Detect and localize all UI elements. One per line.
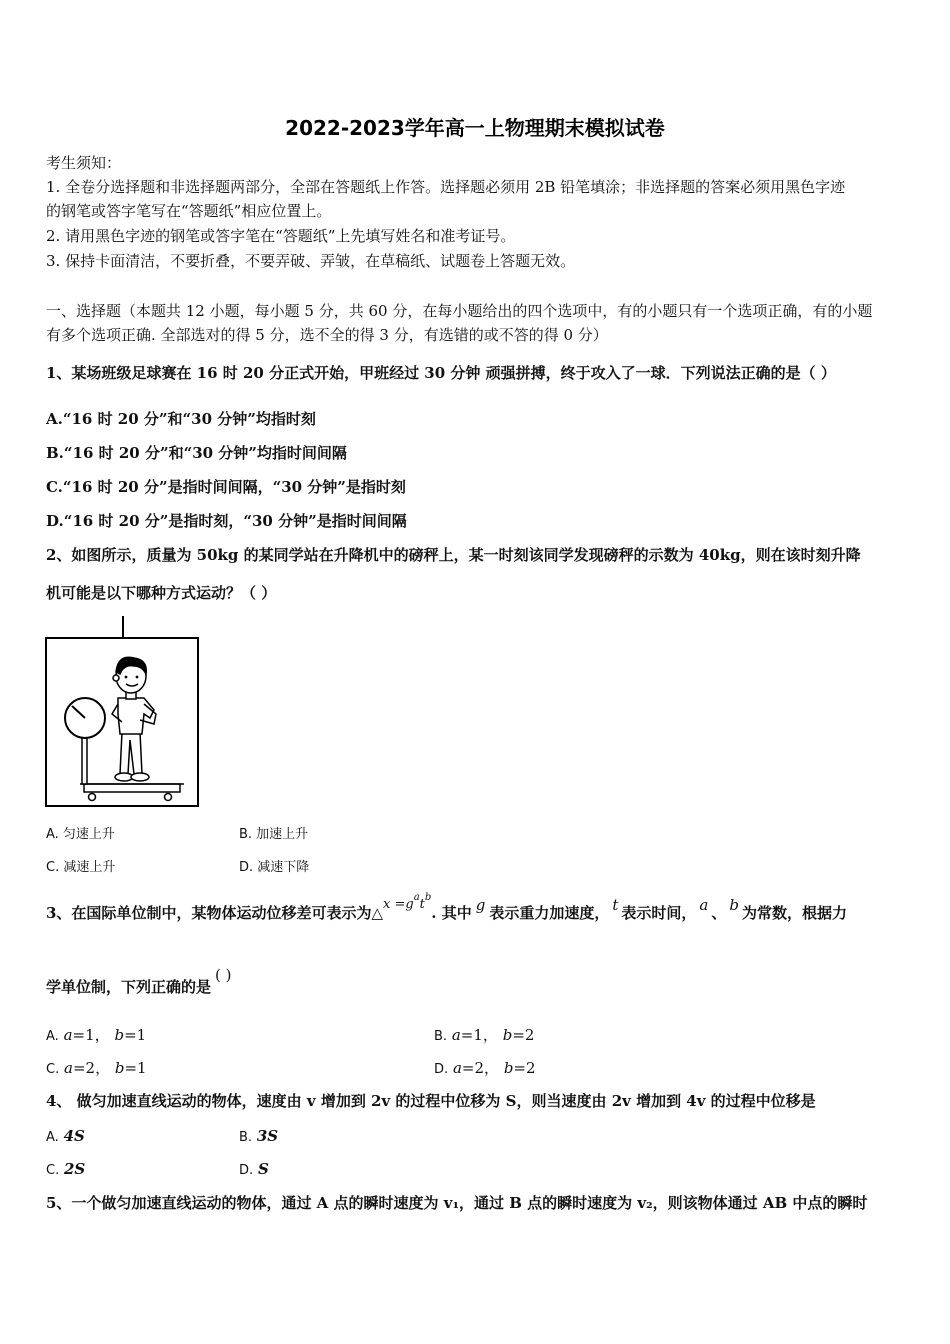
question-3-stem-part-5: 为常数，根据力 [742,904,848,922]
option-label: B. [239,1130,253,1145]
formula-t: t [419,897,425,912]
question-3-answer-paren: ( ) [215,966,232,984]
option-label: D. [239,1163,254,1178]
formula-x: x [382,897,391,912]
elevator-scale-figure [44,614,204,810]
symbol-g: g [475,896,486,914]
question-4-option-c [46,1158,85,1182]
question-3-stem-line-1 [46,892,848,927]
option-a-symbol: a [451,1026,461,1044]
page-title: 2022-2023学年高一上物理期末模拟试卷 [285,116,665,140]
question-2-option-d: D. 减速下降 [239,860,310,875]
notice-heading: 考生须知： [46,154,122,172]
question-3-option-d: D. a=2， b=2 [434,1059,536,1077]
question-4-stem: 4、 做匀加速直线运动的物体，速度由 v 增加到 2v 的过程中位移为 S，则当速度由 2v 增加到 4v 的过程中位移是 [46,1092,816,1110]
option-value: 4S [63,1127,85,1145]
question-5-stem: 5、一个做匀加速直线运动的物体，通过 A 点的瞬时速度为 v₁，通过 B 点的瞬时速度为 v₂，则该物体通过 AB 中点的瞬时 [46,1194,868,1212]
symbol-b: b [729,896,739,914]
option-b-value: =2 [512,1026,535,1044]
option-a-value: =2 [72,1059,96,1077]
symbol-t: t [612,896,619,914]
option-label: C. [46,1062,60,1077]
question-3-separator: 、 [711,904,727,922]
option-value: S [257,1160,269,1178]
question-3-stem-part-2: . 其中 [431,904,472,922]
formula-g: g [405,897,414,912]
question-1-option-a: A.“16 时 20 分”和“30 分钟”均指时刻 [46,410,316,428]
option-a-value: =1 [72,1026,95,1044]
symbol-a: a [699,896,709,914]
notice-item-2: 2. 请用黑色字迹的钢笔或答字笔在“答题纸”上先填写姓名和准考证号。 [46,227,516,245]
question-3-stem-part-3: 表示重力加速度， [489,904,610,922]
option-a-symbol: a [452,1059,462,1077]
option-b-value: =2 [513,1059,536,1077]
section-1-intro-line-2: 有多个选项正确. 全部选对的得 5 分，选不全的得 3 分，有选错的或不答的得 0 分） [46,326,608,344]
question-1-option-b: B.“16 时 20 分”和“30 分钟”均指时间间隔 [46,444,347,462]
option-a-value: =1 [460,1026,483,1044]
formula-exponent-b: b [424,892,432,903]
option-value: 2S [64,1160,86,1178]
question-3-stem-part-1: 3、在国际单位制中，某物体运动位移差可表示为△ [46,904,383,922]
option-a-value: =2 [461,1059,485,1077]
option-b-value: =1 [124,1026,147,1044]
question-2-option-b: B. 加速上升 [239,827,309,842]
option-value: 3S [256,1127,279,1145]
formula-exponent-a: a [413,892,420,903]
option-label: C. [46,1163,60,1178]
question-3-option-a: A. a=1， b=1 [46,1026,147,1044]
option-label: A. [46,1029,59,1044]
option-b-symbol: b [502,1026,513,1044]
notice-item-1-line-1: 1. 全卷分选择题和非选择题两部分，全部在答题纸上作答。选择题必须用 2B 铅笔填涂；非选择题的答案必须用黑色字迹 [46,178,846,196]
question-2-stem-line-2: 机可能是以下哪种方式运动？（ ） [46,584,277,602]
question-1-option-d: D.“16 时 20 分”是指时刻，“30 分钟”是指时间间隔 [46,512,407,530]
option-a-symbol: a [64,1059,73,1077]
option-b-symbol: b [114,1059,125,1077]
question-3-stem-line-2 [46,966,232,998]
question-1-stem: 1、某场班级足球赛在 16 时 20 分正式开始，甲班经过 30 分钟 顽强拼搏，终于攻入了一球．下列说法正确的是（ ） [46,364,836,382]
question-3-stem-part-4: 表示时间， [621,904,697,922]
option-b-symbol: b [503,1059,514,1077]
scale-column [82,736,87,784]
question-2-stem-line-1: 2、如图所示，质量为 50kg 的某同学站在升降机中的磅秤上，某一时刻该同学发现磅秤的示数为 40kg，则在该时刻升降 [46,546,861,564]
question-4-option-d [239,1158,269,1182]
option-a-symbol: a [63,1026,73,1044]
option-label: A. [46,1130,59,1145]
question-3-option-c: C. a=2， b=1 [46,1059,147,1077]
question-4-option-a [46,1125,85,1149]
option-b-symbol: b [114,1026,125,1044]
formula-equals: = [390,897,406,912]
question-1-option-c: C.“16 时 20 分”是指时间间隔，“30 分钟”是指时刻 [46,478,406,496]
section-1-intro-line-1: 一、选择题（本题共 12 小题，每小题 5 分，共 60 分，在每小题给出的四个选项中，有的小题只有一个选项正确，有的小题 [46,302,873,320]
question-2-option-a: A. 匀速上升 [46,827,115,842]
option-b-value: =1 [124,1059,147,1077]
option-label: D. [434,1062,449,1077]
notice-item-1-line-2: 的钢笔或答字笔写在“答题纸”相应位置上。 [46,202,332,220]
question-4-option-b [239,1125,278,1149]
option-label: B. [434,1029,448,1044]
notice-item-3: 3. 保持卡面清洁，不要折叠，不要弄破、弄皱，在草稿纸、试题卷上答题无效。 [46,252,576,270]
question-3-option-b: B. a=1， b=2 [434,1026,535,1044]
scale-dial-icon [65,698,105,738]
question-2-option-c: C. 减速上升 [46,860,116,875]
question-3-formula [382,892,432,912]
question-3-stem-line-2-text: 学单位制，下列正确的是 [46,978,212,996]
